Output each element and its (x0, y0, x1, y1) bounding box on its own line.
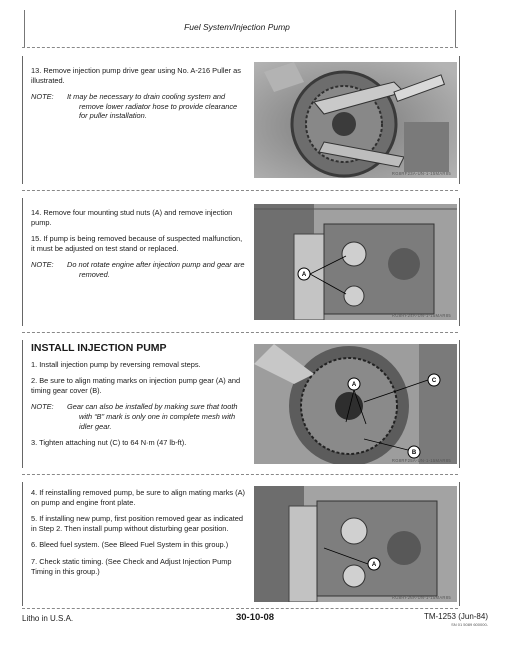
footer-manual-number: TM-1253 (Jun-84) (423, 612, 488, 621)
section-3-rule (22, 474, 458, 475)
section-3-text (31, 344, 246, 455)
section-remove-drive-gear (22, 56, 460, 184)
install-step-1: 1. Install injection pump by reversing removal steps. (31, 359, 201, 369)
photo-pump-front-plate (254, 486, 457, 602)
install-step-5: 5. If installing new pump, first position removed gear as indicated in Step 2. Then install pump without disturbing gear position. (31, 514, 243, 533)
note-do-not-rotate (31, 260, 246, 279)
install-step-6: 6. Bleed fuel system. (See Bleed Fuel System in this group.) (31, 540, 229, 550)
photo-puller-on-gear (254, 62, 457, 178)
step-14: 14. Remove four mounting stud nuts (A) and remove injection pump. (31, 208, 233, 227)
footer-printer-note: Litho in U.S.A. (22, 614, 74, 623)
step-13: 13. Remove injection pump drive gear using No. A-216 Puller as illustrated. (31, 66, 241, 85)
note-text: Gear can also be installed by making sure that tooth with “B” mark is only one in complete mesh with idler gear. (67, 402, 238, 431)
install-step-3: 3. Tighten attaching nut (C) to 64 N·m (47 lb-ft). (31, 438, 187, 448)
header-right-margin-line (455, 10, 456, 48)
section-1-text (31, 66, 246, 128)
footer-serial-range: SN 01 5089 600000- (451, 622, 488, 627)
install-step-4: 4. If reinstalling removed pump, be sure to align mating marks (A) on pump and engine front plate. (31, 488, 246, 507)
section-remove-pump (22, 198, 460, 326)
photo-3-illustration (254, 344, 457, 464)
footer-manual-id (424, 612, 488, 627)
header-rule (22, 47, 458, 48)
footer-page-number: 30-10-08 (235, 612, 275, 623)
note-label: NOTE: (31, 402, 54, 412)
section-2-rule (22, 332, 458, 333)
photo-4-caption: RG8RF26A-UN-1-15MAR85 (391, 595, 451, 600)
photo-1-illustration (254, 62, 457, 178)
step-15: 15. If pump is being removed because of suspected malfunction, it must be adjusted on test stand or replaced. (31, 234, 243, 253)
callout-a: A (351, 382, 357, 389)
section-1-rule (22, 190, 458, 191)
photo-3-caption: RG8RF25A-UN-1-15MAR85 (391, 458, 451, 463)
note-gear-install (31, 402, 246, 431)
callout-b: B (411, 450, 417, 457)
photo-4-illustration (254, 486, 457, 602)
photo-2-illustration (254, 204, 457, 320)
note-text: It may be necessary to drain cooling system and remove lower radiator hose to provide clearance for puller installation. (67, 92, 238, 121)
note-label: NOTE: (31, 260, 54, 270)
note-label: NOTE: (31, 92, 54, 102)
install-step-7: 7. Check static timing. (See Check and Adjust Injection Pump Timing in this group.) (31, 556, 232, 576)
note-drain-cooling (31, 92, 246, 121)
photo-mounting-nuts (254, 204, 457, 320)
page-header-title: Fuel System/Injection Pump (184, 22, 290, 32)
section-4-rule (22, 608, 458, 609)
photo-1-caption: RG8RF23A-UN-1-15MAR85 (391, 171, 451, 176)
callout-c: C (431, 378, 437, 385)
photo-mating-marks-gear (254, 344, 457, 464)
note-text: Do not rotate engine after injection pump and gear are removed. (67, 260, 245, 279)
callout-a: A (371, 562, 377, 569)
callout-a: A (301, 272, 307, 279)
section-4-text (31, 488, 246, 583)
install-heading: INSTALL INJECTION PUMP (31, 342, 167, 354)
install-step-2: 2. Be sure to align mating marks on injection pump gear (A) and timing gear cover (B). (31, 376, 241, 395)
section-reinstall-pump (22, 482, 460, 606)
photo-2-caption: RG8RF24A-UN-1-15MAR85 (391, 313, 451, 318)
section-install-pump (22, 340, 460, 468)
section-2-text (31, 208, 246, 287)
